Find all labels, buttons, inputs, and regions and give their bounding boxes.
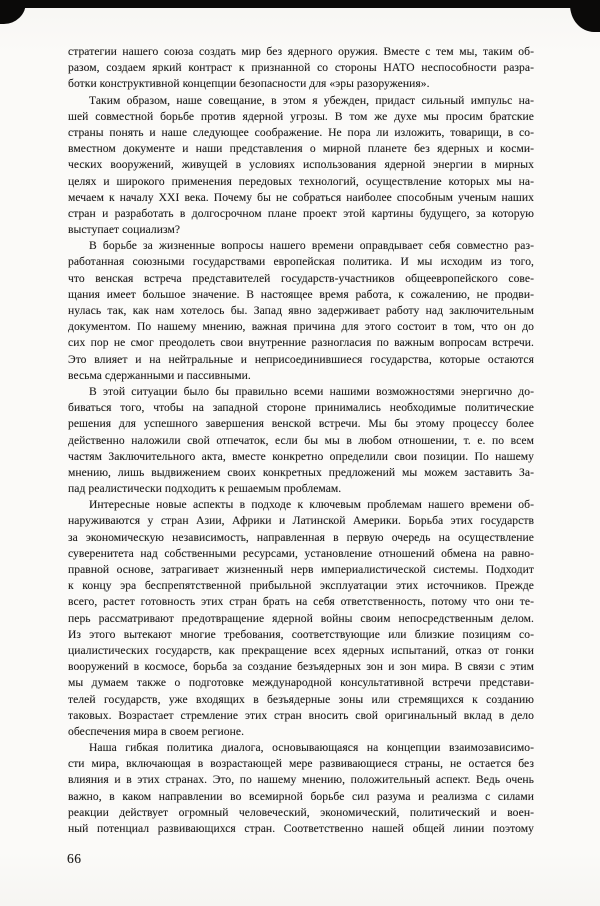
page-number: 66 xyxy=(67,851,82,866)
text-line: вместном документе и наши представления о мирной планете без ядерных и косми- xyxy=(68,142,534,156)
text-line: наруживаются у стран Азии, Африки и Латинской Америки. Борьба этих государств xyxy=(68,514,534,528)
text-line: обеспечения мира в своем регионе. xyxy=(68,724,245,738)
text-line: действенно наложили свой отпечаток, если бы мы в любом отношении, т. е. по всем xyxy=(68,433,534,447)
text-line: правной основе, затрагивает жизненный нерв империалистической системы. Подходит xyxy=(68,563,534,576)
text-line: Наша гибкая политика диалога, основывающаяся на концепции взаимозависимо- xyxy=(89,741,534,755)
scan-corner-top-left xyxy=(0,0,26,24)
text-line: сих пор не смог преодолеть свои внутренние разногласия по важным вопросам встречи. xyxy=(68,336,534,350)
text-line: мечаем к началу XXI века. Почему бы не собраться наиболее способным ученым наших xyxy=(68,190,534,204)
text-line: важно, в каком направлении во всемирной борьбе сил разума и реализма с силами xyxy=(68,789,534,803)
text-line: документом. По нашему мнению, важная причина для этого состоит в том, что он до xyxy=(68,320,534,334)
text-line: работанная союзными государствами европейская политика. И мы исходим из того, xyxy=(68,255,534,269)
text-line: частям Заключительного акта, вместе конкретно определили свои позиции. По нашему xyxy=(68,449,534,463)
text-line: мнению, лишь выдвижением своих конкретных предложений мы можем заставить За- xyxy=(68,465,534,479)
text-line: за экономическую независимость, направленная в первую очередь на осуществление xyxy=(68,530,534,544)
paragraph xyxy=(68,384,534,497)
text-line: Таким образом, наше совещание, в этом я убежден, придаст сильный импульс на- xyxy=(89,93,534,107)
text-line: целях и широкого применения передовых технологий, осуществление которых мы на- xyxy=(68,174,534,188)
text-line: реакции действует огромный человеческий, экономический, политический и воен- xyxy=(68,805,534,819)
text-line: стратегии нашего союза создать мир без ядерного оружия. Вместе с тем мы, таким об- xyxy=(68,45,534,58)
text-line: разом, создаем яркий контраст к признанной со стороны НАТО неспособности разра- xyxy=(68,61,534,75)
text-line: ботки конструктивной концепции безопасности для «эры разоружения». xyxy=(68,77,430,91)
text-line: всего, растет готовность этих стран брать на себя ответственность, потому что они те- xyxy=(68,595,534,609)
text-line: телей государств, уже входящих в безъядерные зоны или стремящихся к созданию xyxy=(68,692,534,706)
text-line: биваться того, чтобы на западной стороне принимались необходимые политические xyxy=(68,401,534,415)
text-line: весьма сдержанными и пассивными. xyxy=(68,368,251,382)
text-line: шей совместной борьбе против ядерной угрозы. В том же духе мы просим братские xyxy=(68,109,534,123)
text-line: выступает социализм? xyxy=(68,223,181,237)
text-block xyxy=(68,44,534,837)
paragraph xyxy=(68,740,534,837)
text-line: стран и разработать в долгосрочном плане проект этой картины будущего, за которую xyxy=(68,206,534,220)
text-line: страны понять и наше следующее соображение. Не пора ли изложить, товарищи, в со- xyxy=(68,125,534,139)
text-line: таковых. Возрастает стремление этих стран вносить свой оригинальный вклад в дело xyxy=(68,708,534,722)
text-line: нулась так, как нам хотелось бы. Запад явно задерживает работу над заключительным xyxy=(68,304,534,317)
text-line: В этой ситуации было бы правильно всеми нашими возможностями энергично до- xyxy=(89,384,534,398)
paragraph xyxy=(68,238,534,384)
paragraph xyxy=(68,497,534,740)
text-line: суверенитета над собственными ресурсами, установление отношений обмена на равно- xyxy=(68,546,534,560)
text-line: решения для успешного завершения венской встречи. Мы бы этому процессу более xyxy=(68,417,534,431)
text-line: влияния и в этих странах. Это, по нашему мнению, положительный аспект. Ведь очень xyxy=(68,773,534,787)
text-line: что венская встреча представителей государств-участников общеевропейского сове- xyxy=(68,271,534,285)
text-line: В борьбе за жизненные вопросы нашего времени оправдывает себя совместно раз- xyxy=(89,239,534,253)
paragraph xyxy=(68,93,534,239)
scan-edge-top xyxy=(0,0,600,8)
text-line: вооружений в космосе, борьба за создание безъядерных зон и зон мира. В связи с этим xyxy=(68,660,534,674)
scan-corner-top-right xyxy=(570,0,600,32)
text-line: мы думаем также о подготовке международной консультативной встречи представи- xyxy=(68,676,534,690)
text-line: Из этого вытекают многие требования, соответствующие или близкие позициям со- xyxy=(68,627,534,641)
text-line: перь рассматривают предотвращение ядерной войны своим непосредственным делом. xyxy=(68,611,534,625)
text-line: к концу эра беспрепятственной прибыльной эксплуатации этих источников. Прежде xyxy=(68,579,534,593)
text-line: сти мира, включающая в возрастающей мере развивающиеся страны, не остается без xyxy=(68,757,534,771)
text-line: ный потенциал развивающихся стран. Соответственно нашей общей линии поэтому xyxy=(68,822,534,835)
text-line: Интересные новые аспекты в подходе к ключевым проблемам нашего времени об- xyxy=(89,498,534,512)
text-line: ческих вооружений, живущей в условиях использования ядерной энергии в мирных xyxy=(68,158,534,172)
text-line: пад реалистически подходить к решаемым проблемам. xyxy=(68,482,342,496)
text-line: циалистических государств, как прекращение всех ядерных испытаний, отказ от гонки xyxy=(68,643,534,657)
text-line: Это влияет и на нейтральные и неприсоединившиеся государства, которые остаются xyxy=(68,352,534,366)
text-line: щания имеет большое значение. В настоящее время работа, к сожалению, не продви- xyxy=(68,287,534,301)
paragraph xyxy=(68,44,534,93)
